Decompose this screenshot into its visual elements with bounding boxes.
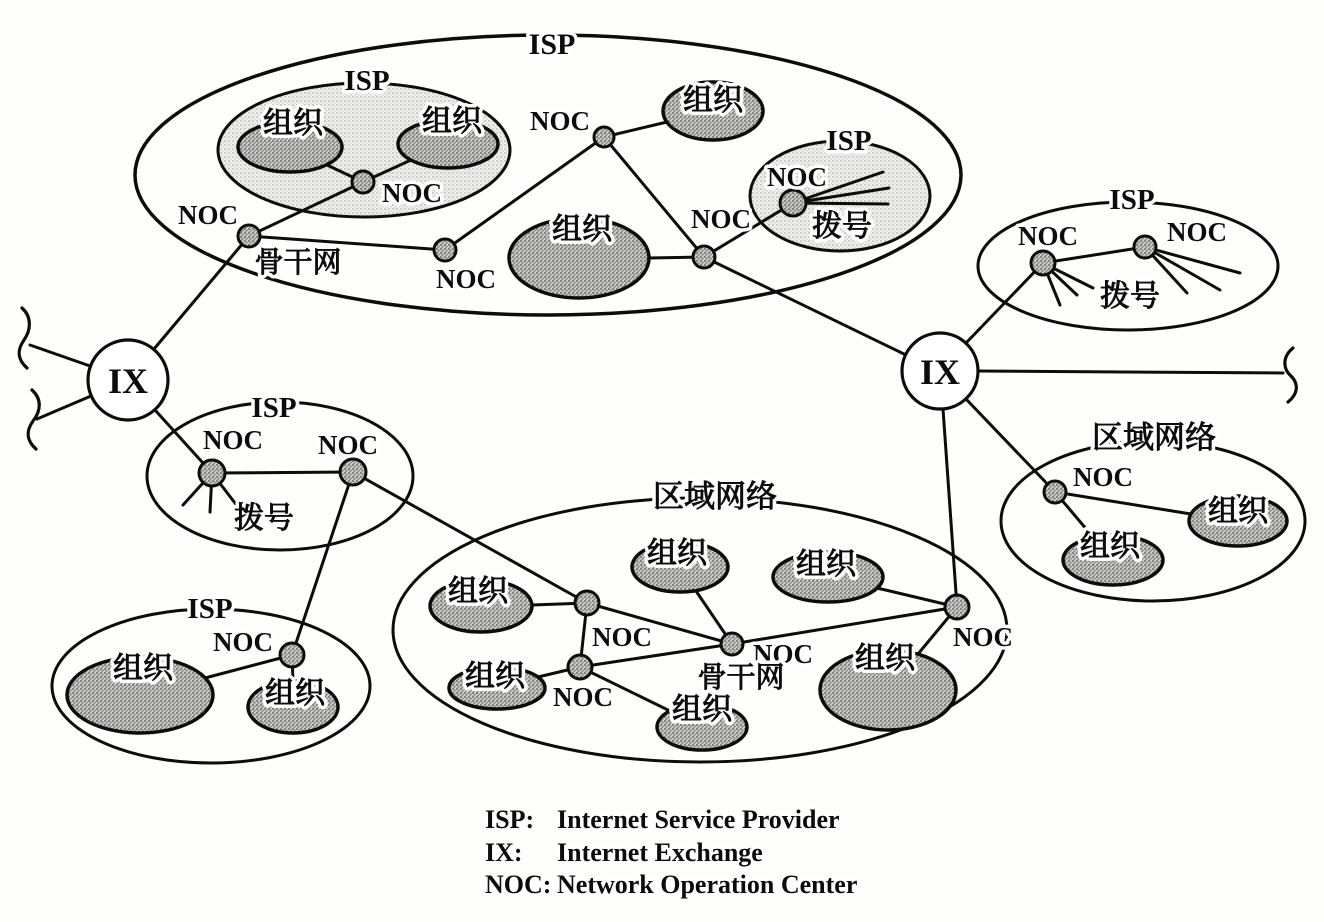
noc-node (1134, 236, 1156, 258)
link-line (704, 257, 906, 355)
noc-label: NOC (1018, 221, 1078, 251)
noc-node (199, 460, 225, 486)
noc-label: NOC (203, 425, 263, 455)
link-line (1055, 492, 1191, 514)
continuation-squiggle (19, 308, 29, 368)
dialup-label: 拨号 (234, 501, 294, 536)
legend-term: ISP: (485, 805, 535, 834)
ix-label: IX (919, 352, 961, 392)
noc-node (568, 655, 592, 679)
link-line (212, 472, 353, 473)
noc-node (1044, 481, 1066, 503)
org-label: 组织 (422, 104, 482, 139)
dialup-line (1145, 247, 1240, 273)
legend-term: NOC: (485, 870, 552, 899)
org-label: 组织 (1080, 529, 1140, 564)
link-line (966, 399, 1055, 492)
noc-label: NOC (318, 430, 378, 460)
noc-label: NOC (953, 622, 1013, 652)
dialup-label: 拨号 (812, 209, 872, 244)
noc-node (280, 643, 304, 667)
org-label: 组织 (796, 547, 856, 582)
noc-label: NOC (753, 639, 813, 669)
org-label: 组织 (1208, 494, 1268, 529)
noc-node (238, 225, 260, 247)
noc-node (1031, 251, 1055, 275)
org-label: 组织 (647, 536, 707, 571)
noc-node (352, 171, 374, 193)
isp-label: ISP (826, 125, 872, 157)
org-label: 组织 (263, 106, 323, 141)
org-label: 组织 (448, 574, 508, 609)
org-label: 组织 (113, 651, 173, 686)
link-line (292, 472, 353, 655)
org-label: 组织 (265, 676, 325, 711)
noc-label: NOC (1073, 462, 1133, 492)
org-label: 组织 (672, 692, 732, 727)
regional-network-label: 区域网络 (1092, 420, 1216, 456)
legend-definition: Internet Exchange (557, 838, 763, 867)
noc-label: NOC (691, 204, 751, 234)
link-line (966, 263, 1043, 343)
noc-label: NOC (213, 627, 273, 657)
backbone-label: 骨干网 (254, 245, 342, 279)
noc-node (340, 459, 366, 485)
noc-node (721, 633, 743, 655)
legend-definition: Internet Service Provider (557, 805, 840, 834)
legend (485, 805, 857, 899)
continuation-squiggle (1285, 348, 1296, 402)
org-label: 组织 (855, 641, 915, 676)
org-label: 组织 (683, 83, 743, 118)
isp-label: ISP (187, 593, 233, 625)
noc-node (693, 246, 715, 268)
regional-network-label: 区域网络 (653, 479, 777, 515)
noc-label: NOC (382, 178, 442, 208)
link-line (30, 345, 90, 366)
noc-node (434, 239, 456, 261)
isp-label: ISP (1109, 184, 1155, 216)
noc-label: NOC (1167, 217, 1227, 247)
isp-label: ISP (251, 392, 297, 424)
isp-label: ISP (344, 65, 390, 97)
dialup-label: 拨号 (1100, 279, 1160, 314)
noc-node (575, 591, 599, 615)
noc-label: NOC (178, 200, 238, 230)
noc-label: NOC (767, 162, 827, 192)
noc-label: NOC (530, 106, 590, 136)
ix-nodes (88, 333, 978, 420)
noc-label: NOC (592, 622, 652, 652)
legend-term: IX: (485, 838, 523, 867)
noc-node (780, 190, 806, 216)
noc-node (594, 127, 614, 147)
org-label: 组织 (465, 659, 525, 694)
noc-label: NOC (436, 264, 496, 294)
org-label: 组织 (552, 212, 612, 247)
isp-label: ISP (528, 28, 576, 61)
link-line (943, 409, 957, 607)
link-line (37, 396, 91, 419)
backbone-label: 骨干网 (697, 660, 785, 694)
ix-label: IX (107, 361, 149, 401)
noc-label: NOC (553, 682, 613, 712)
legend-definition: Network Operation Center (557, 870, 858, 899)
noc-node (945, 595, 969, 619)
link-line (978, 371, 1283, 373)
